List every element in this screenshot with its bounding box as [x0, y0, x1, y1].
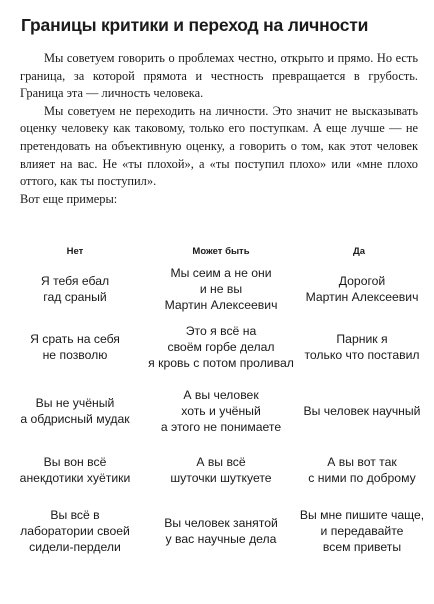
cell-line: хоть и учёный [181, 404, 261, 419]
cell-line: только что поставил [304, 347, 420, 362]
cell-yes-row-4 [290, 455, 434, 487]
paragraph-2: Мы советуем не переходить на личности. Это значит не высказывать оценку человеку как таковому, только его поступкам. А еще лучше — не претендовать на объективную оценку, а говорить о том, как этот человек влияет на вас. Не «ты плохой», а «ты поступил плохо» или «мне плохо оттого, как ты поступил». [20, 103, 418, 189]
cell-line: и передавайте [320, 524, 404, 539]
header-no: Нет [66, 246, 84, 257]
examples-table [0, 238, 434, 598]
header-yes: Да [352, 246, 366, 257]
cell-line: Дорогой [338, 274, 386, 289]
cell-line: Мартин Алексеевич [305, 289, 419, 304]
paragraph-3: Вот еще примеры: [20, 191, 118, 206]
cell-line: у вас научные дела [165, 531, 277, 546]
cell-line: всем приветы [322, 539, 402, 554]
cell-yes-row-3 [290, 404, 434, 420]
cell-line: Я срать на себя [30, 332, 120, 347]
cell-maybe-row-4 [142, 455, 300, 487]
cell-no-row-2 [0, 332, 150, 364]
cell-maybe-row-5 [142, 516, 300, 548]
cell-line: Вы мне пишите чаще, [299, 508, 425, 523]
cell-line: Я тебя ебал [40, 274, 110, 289]
cell-line: не позволю [42, 347, 108, 362]
cell-line: а обдрисный мудак [20, 411, 130, 426]
cell-line: Мартин Алексеевич [164, 297, 278, 312]
cell-line: Вы человек занятой [164, 516, 278, 531]
cell-line: Вы всё в [50, 508, 100, 523]
page-title: Границы критики и переход на личности [21, 15, 369, 35]
cell-no-row-4 [0, 455, 150, 487]
cell-line: А вы всё [196, 455, 246, 470]
cell-maybe-row-2 [142, 324, 300, 371]
cell-line: Вы человек научный [303, 404, 421, 419]
cell-line: А вы человек [183, 388, 259, 403]
paragraph-1: Мы советуем говорить о проблемах честно, открыто и прямо. Но есть граница, за которой прямота и честность превращается в грубость. Граница эта — личность человека. [20, 51, 418, 101]
cell-yes-row-5 [290, 508, 434, 555]
cell-line: а этого не понимаете [160, 419, 282, 434]
cell-yes-row-2 [290, 332, 434, 364]
cell-no-row-3 [0, 396, 150, 428]
cell-line: Это я всё на [185, 324, 257, 339]
body-text [20, 50, 418, 208]
cell-line: Парник я [336, 332, 388, 347]
cell-line: Вы вон всё [43, 455, 107, 470]
cell-line: анекдотики хуётики [19, 470, 131, 485]
cell-line: сидели-пердели [29, 539, 121, 554]
cell-maybe-row-3 [142, 388, 300, 435]
cell-line: гад сраный [43, 289, 107, 304]
cell-line: А вы вот так [327, 455, 397, 470]
cell-no-row-1 [0, 274, 150, 306]
header-maybe: Может быть [192, 246, 250, 257]
cell-line: шуточки шуткуете [170, 470, 272, 485]
cell-line: и не вы [199, 282, 243, 297]
cell-line: Мы сеим а не они [170, 266, 272, 281]
cell-no-row-5 [0, 508, 150, 555]
cell-line: я кровь с потом проливал [148, 355, 294, 370]
cell-line: лаборатории своей [20, 524, 130, 539]
cell-line: с ними по доброму [308, 470, 416, 485]
cell-line: Вы не учёный [35, 396, 115, 411]
cell-maybe-row-1 [142, 266, 300, 313]
cell-line: своём горбе делал [167, 340, 275, 355]
cell-yes-row-1 [290, 274, 434, 306]
